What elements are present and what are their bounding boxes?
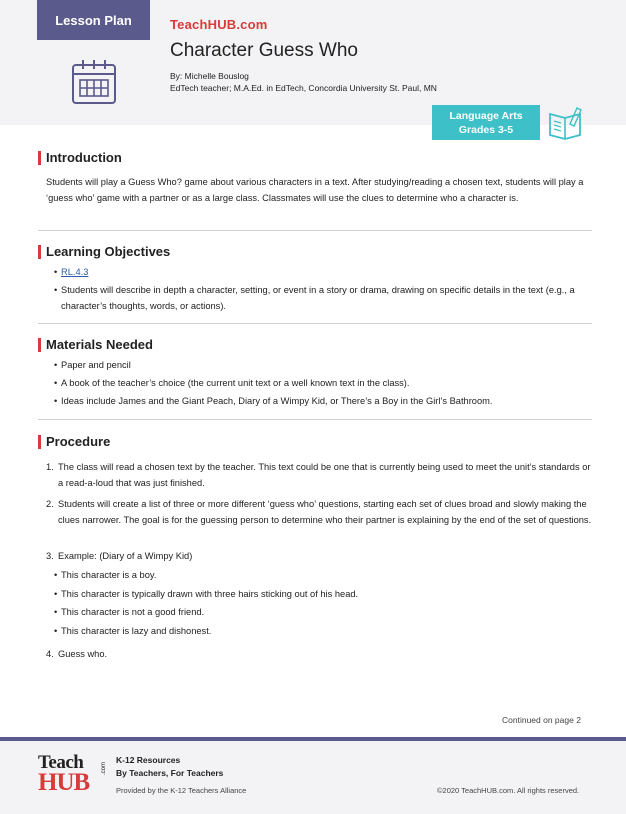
subject-label: Language Arts bbox=[449, 109, 523, 122]
lesson-plan-badge: Lesson Plan bbox=[37, 0, 150, 40]
introduction-section bbox=[38, 151, 122, 165]
list-item: • This character is a boy. bbox=[54, 570, 157, 580]
procedure-step: 4. Guess who. bbox=[46, 649, 108, 659]
teachhub-logo: Teach HUB .com bbox=[38, 752, 107, 796]
divider bbox=[38, 323, 592, 324]
footer-tagline: K-12 Resources By Teachers, For Teachers bbox=[116, 755, 224, 778]
brand-name: TeachHUB.com bbox=[170, 17, 268, 32]
procedure-step: 1. The class will read a chosen text by the teacher. This text could be one that is currently being used to meet the unit’s standards or a read-a-loud that was just finished. bbox=[46, 462, 591, 488]
divider bbox=[38, 230, 592, 231]
list-item: • Ideas include James and the Giant Peach, Diary of a Wimpy Kid, or There’s a Boy in the Girl’s Bathroom. bbox=[54, 396, 493, 406]
procedure-heading: Procedure bbox=[38, 435, 110, 449]
list-item: • This character is not a good friend. bbox=[54, 607, 205, 617]
author-info bbox=[170, 70, 437, 94]
introduction-text: Students will play a Guess Who? game about various characters in a text. After studying/reading a chosen text, students will play a ‘guess who’ game with a partner or as a large class. Classmates will use the clues to determine who a character is. bbox=[46, 177, 584, 203]
list-item: • RL.4.3 bbox=[54, 267, 89, 277]
list-item: • This character is typically drawn with three hairs sticking out of his head. bbox=[54, 589, 359, 599]
continued-note: Continued on page 2 bbox=[502, 715, 581, 725]
objectives-heading: Learning Objectives bbox=[38, 245, 170, 259]
subject-badge bbox=[432, 105, 540, 140]
list-item: • This character is lazy and dishonest. bbox=[54, 626, 212, 636]
author-name: By: Michelle Bouslog bbox=[170, 71, 249, 81]
list-item: • A book of the teacher’s choice (the current unit text or a well known text in the class). bbox=[54, 378, 410, 388]
objectives-section bbox=[38, 245, 170, 259]
divider bbox=[38, 419, 592, 420]
grade-label: Grades 3-5 bbox=[458, 123, 514, 136]
procedure-step: 2. Students will create a list of three or more different ‘guess who’ questions, starting each set of clues broad and slowly making the clues narrower. The goal is for the guessing person to determine who their partner is explaining by the end of the set of questions. bbox=[46, 499, 592, 525]
page-title: Character Guess Who bbox=[170, 40, 358, 61]
procedure-step: 3. Example: (Diary of a Wimpy Kid) bbox=[46, 551, 193, 561]
materials-section bbox=[38, 338, 153, 352]
author-credentials: EdTech teacher; M.A.Ed. in EdTech, Concordia University St. Paul, MN bbox=[170, 83, 437, 93]
standard-link[interactable]: RL.4.3 bbox=[61, 267, 89, 277]
materials-heading: Materials Needed bbox=[38, 338, 153, 352]
open-book-icon bbox=[546, 104, 584, 140]
footer-provider: Provided by the K-12 Teachers Alliance bbox=[116, 786, 247, 795]
footer-copyright: ©2020 TeachHUB.com. All rights reserved. bbox=[437, 786, 580, 795]
list-item: • Paper and pencil bbox=[54, 360, 131, 370]
introduction-heading: Introduction bbox=[38, 151, 122, 165]
procedure-section bbox=[38, 435, 110, 449]
calendar-icon bbox=[70, 58, 118, 106]
list-item: • Students will describe in depth a character, setting, or event in a story or drama, drawing on specific details in the text (e.g., a character’s thoughts, words, or actions). bbox=[54, 285, 575, 311]
